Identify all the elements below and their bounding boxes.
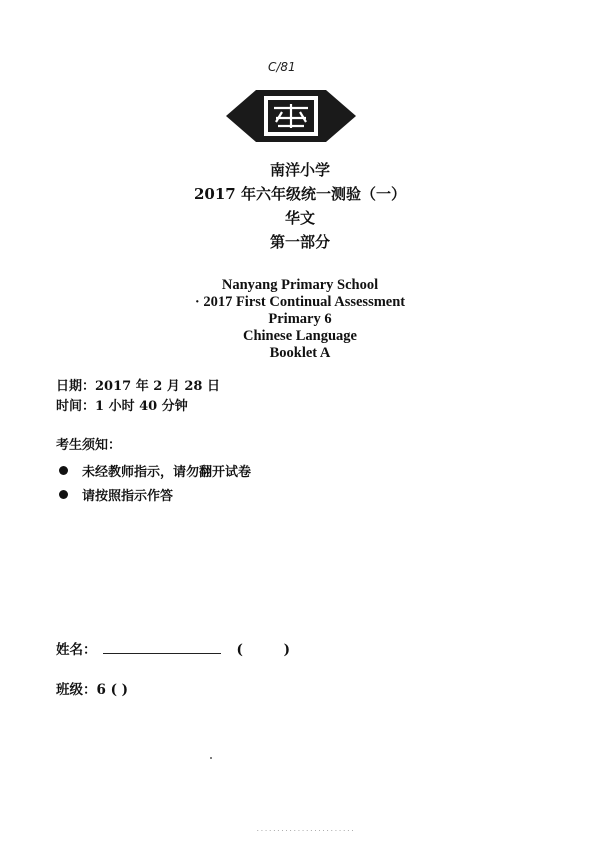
- school-name-cn: 南洋小学: [269, 161, 330, 179]
- scan-speck: [210, 757, 212, 759]
- subject-cn: 华文: [284, 209, 315, 227]
- name-input-line[interactable]: [103, 639, 221, 654]
- bullet-icon: [59, 466, 68, 475]
- class-field-row: [56, 678, 128, 698]
- exam-details: [56, 377, 220, 417]
- chinese-title-block: [0, 158, 600, 254]
- name-label: 姓名：: [56, 642, 97, 658]
- english-title-block: [0, 277, 600, 362]
- level-en: Primary 6: [268, 311, 332, 327]
- exam-title-cn: 2017 年六年级统一测验（一）: [194, 185, 406, 203]
- date-row: [56, 377, 220, 397]
- part-cn: 第一部分: [269, 233, 330, 251]
- time-value: 1 小时 40 分钟: [95, 399, 188, 414]
- exam-title-en: · 2017 First Continual Assessment: [194, 294, 406, 310]
- name-field-row: [56, 638, 308, 658]
- handwritten-mark: C/81: [268, 60, 296, 74]
- list-item: [56, 482, 251, 506]
- instruction-text: 未经教师指示，请勿翻开试卷: [82, 464, 252, 480]
- date-label: 日期：: [56, 379, 96, 394]
- date-value: 2017 年 2 月 28 日: [95, 379, 220, 394]
- instruction-text: 请按照指示作答: [82, 488, 174, 504]
- scan-footer-text: ........................: [256, 826, 355, 833]
- index-number-brackets[interactable]: ( ): [236, 642, 308, 658]
- subject-en: Chinese Language: [242, 328, 357, 344]
- instructions-list: [56, 458, 251, 506]
- list-item: [56, 458, 251, 482]
- school-logo: [226, 88, 356, 144]
- school-name-en: Nanyang Primary School: [221, 277, 379, 293]
- time-row: [56, 397, 220, 417]
- bullet-icon: [59, 490, 68, 499]
- time-label: 时间：: [56, 399, 96, 414]
- booklet-en: Booklet A: [269, 345, 331, 361]
- class-label: 班级：: [56, 682, 97, 698]
- class-value[interactable]: 6 ( ): [96, 682, 129, 698]
- instructions-heading: 考生须知：: [56, 438, 122, 453]
